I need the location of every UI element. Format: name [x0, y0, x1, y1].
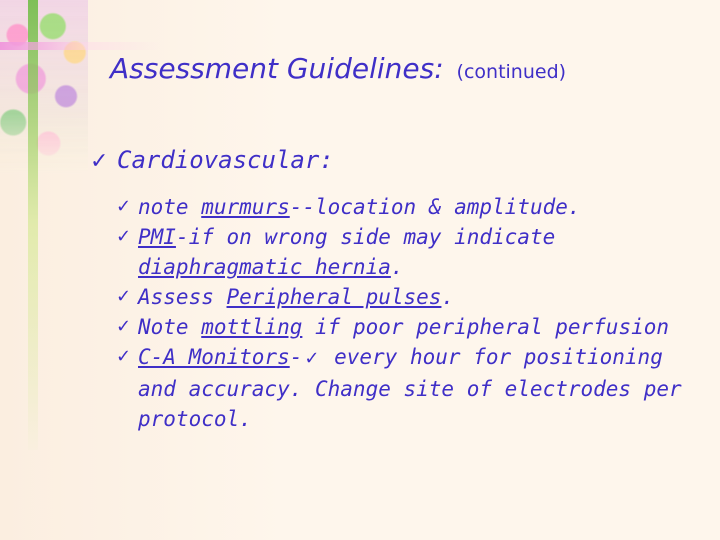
item-text: every hour for positioning and accuracy. Change site of electrodes per protocol.	[138, 345, 682, 431]
item-emphasis: diaphragmatic hernia	[138, 255, 391, 279]
item-emphasis: Peripheral pulses	[226, 285, 442, 309]
title-text: Assessment Guidelines:	[110, 52, 444, 85]
list-item	[116, 222, 690, 282]
item-text: note	[138, 195, 202, 219]
slide-content	[90, 146, 690, 434]
item-text: Assess	[138, 285, 227, 309]
item-emphasis: murmurs	[201, 195, 290, 219]
check-icon: ✓	[116, 286, 132, 307]
check-icon: ✓	[116, 316, 132, 337]
list-item	[116, 312, 690, 342]
item-text: -	[289, 345, 303, 369]
list-item	[116, 282, 690, 312]
decorative-horizontal-bar	[0, 42, 165, 50]
bullet-list	[116, 192, 690, 434]
list-item	[116, 192, 690, 222]
check-icon: ✓	[116, 226, 132, 247]
item-text: if poor peripheral perfusion	[302, 315, 670, 339]
item-text: Note	[138, 315, 202, 339]
section-heading	[90, 146, 690, 176]
check-icon: ✓	[304, 348, 320, 369]
decorative-vertical-bar	[28, 0, 38, 450]
section-heading-text: Cardiovascular:	[117, 146, 334, 174]
item-text: .	[390, 255, 404, 279]
item-text: .	[441, 285, 455, 309]
item-text: -if on wrong side may indicate	[175, 225, 556, 249]
check-icon: ✓	[116, 346, 132, 367]
list-item	[116, 342, 690, 434]
slide-title	[110, 54, 566, 85]
item-emphasis: PMI	[138, 225, 176, 249]
item-emphasis: mottling	[201, 315, 303, 339]
item-text: --location & amplitude.	[289, 195, 581, 219]
decorative-texture-strip	[0, 0, 88, 175]
check-icon: ✓	[116, 196, 132, 217]
item-emphasis: C-A Monitors	[138, 345, 290, 369]
title-subtitle: (continued)	[456, 61, 567, 83]
check-icon: ✓	[90, 149, 109, 174]
